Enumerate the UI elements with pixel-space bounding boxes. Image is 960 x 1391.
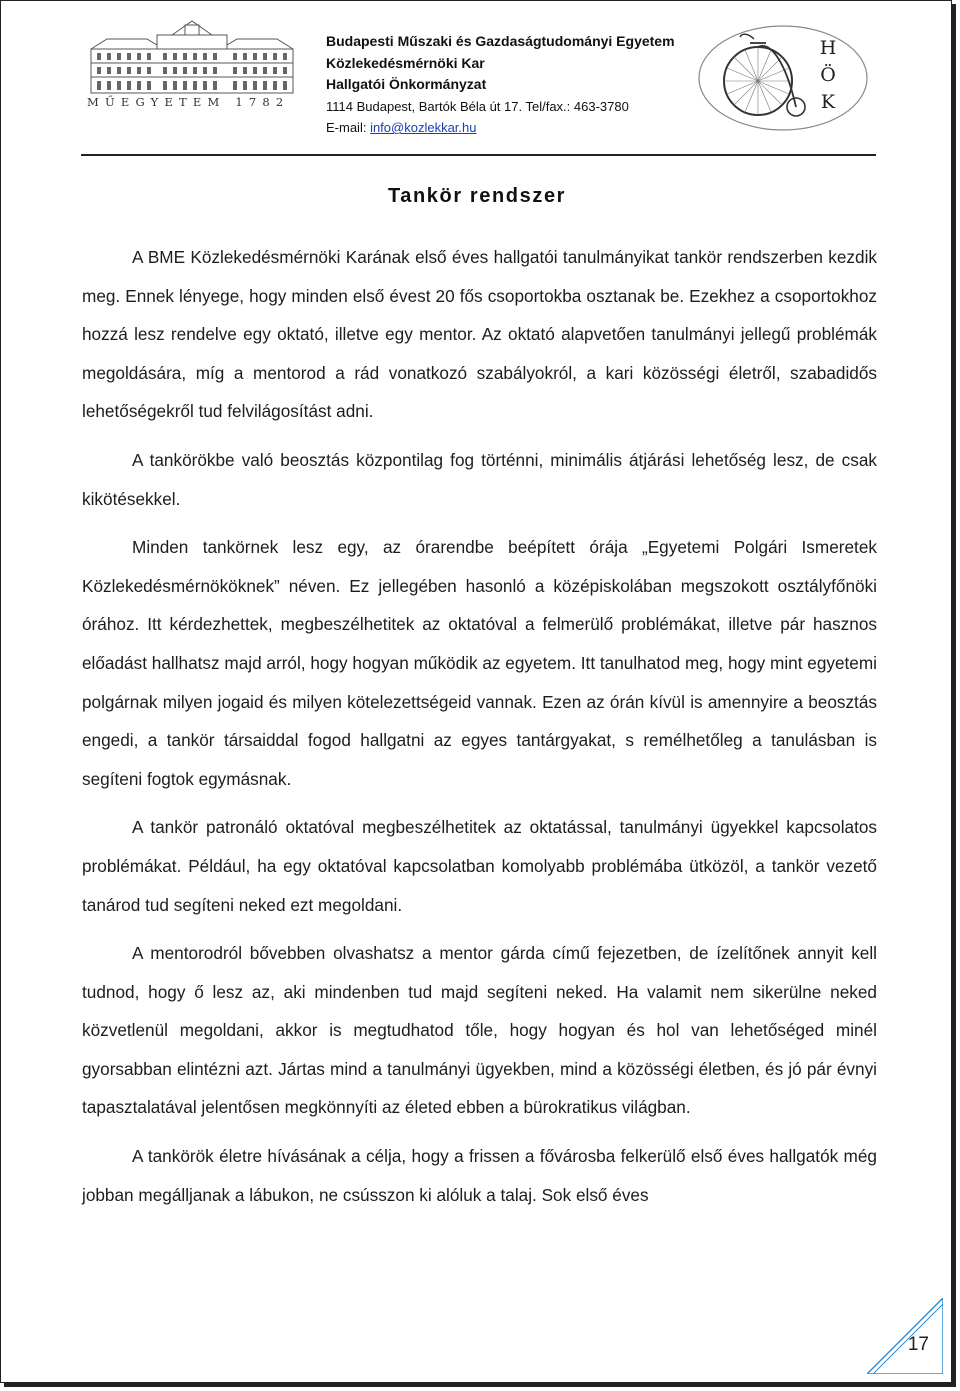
faculty-name: Közlekedésmérnöki Kar: [326, 54, 485, 71]
hok-letter-o: Ö: [820, 64, 836, 86]
paragraph-6: A tankörök életre hívásának a célja, hogy a frissen a fővárosba felkerülő első éves hallgatók még jobban megálljanak a lábukon, ne csússzon ki alóluk a talaj. Sok első éves: [82, 1146, 877, 1205]
university-name: Budapesti Műszaki és Gazdaságtudományi Egyetem: [326, 33, 675, 49]
paragraph-4: A tankör patronáló oktatóval megbeszélhetitek az oktatással, tanulmányi ügyekkel kapcsolatos problémákat. Például, ha egy oktatóval kapcsolatban komolyabb problémába ütközöl, a tankör vezető tanárod tud segíteni neked ezt megoldani.: [82, 817, 877, 915]
union-name: Hallgatói Önkormányzat: [326, 76, 487, 92]
page-corner-decoration: [867, 1298, 943, 1374]
email-line: [326, 117, 716, 139]
hok-letters: [816, 35, 840, 116]
paragraph-2: A tankörökbe való beosztás központilag fog történni, minimális átjárási lehetőség lesz, de csak kikötésekkel.: [82, 449, 877, 509]
paragraph-5: A mentorodról bővebben olvashatsz a mentor gárda című fejezetben, de ízelítőnek annyit kell tudnod, hogy ő lesz az, aki mindenben tud majd segíteni neked. Ha valamit nem sikerülne neked közvetlenül megoldani, akkor is megtudhatod tőle, hogy hogyan és hol van lehetőséged minél gyorsabban elintézni azt. Jártas mind a tanulmányi ügyekben, mind a közösségi életben, és jó pár évnyi tapasztalatával jelentősen megkönnyíti az életed ebben a bürokratikus világban.: [82, 943, 877, 1118]
header-divider: [81, 154, 876, 156]
hok-letter-k: K: [820, 91, 836, 113]
paragraph-1: A BME Közlekedésmérnöki Karának első éves hallgatói tanulmányikat tankör rendszerben kezdik meg. Ennek lényege, hogy minden első évest 20 fős csoportokba osztanak be. Ezekhez a csoportokhoz hozzá lesz rendelve egy oktató, illetve egy mentor. Az oktató alapvetően tanulmányi jellegű problémák megoldására, míg a mentorod a rád vonatkozó szabályokról, a kari közösségi életről, szabadidős lehetőségekről tud felvilágosítást adni.: [82, 247, 877, 422]
penny-farthing-icon: [696, 23, 871, 133]
address-line: 1114 Budapest, Bartók Béla út 17. Tel/fax.: 463-3780: [326, 98, 629, 114]
page-title: Tankör rendszer: [387, 185, 567, 207]
email-link[interactable]: info@kozlekkar.hu: [370, 120, 477, 135]
hok-letter-h: H: [819, 37, 837, 59]
hok-logo: [696, 23, 871, 133]
university-building-icon: [87, 19, 297, 97]
page-number: 17: [907, 1334, 929, 1355]
body-text: [82, 238, 877, 1224]
logo-caption: MŰEGYETEM 1782: [87, 95, 290, 109]
paragraph-3: Minden tankörnek lesz egy, az órarendbe beépített órája „Egyetemi Polgári Ismeretek Közlekedésmérnököknek” néven. Ez jellegében hasonló a középiskolában megszokott osztályfőnöki órához. Itt kérdezhettek, megbeszélhetitek az oktatóval a felmerülő problémákat, illetve pár hasznos előadást hallhatsz majd arról, hogy hogyan működik az egyetem. Itt tanulhatod meg, hogy mint egyetemi polgárnak milyen jogaid és milyen kötelezettségeid vannak. Ezen az órán kívül is amennyire a beosztás engedi, a tankör társaiddal fogod hallgatni az egyes tantárgyakat, s remélhetőleg a tanulásban is segíteni fogtok egymásnak.: [82, 537, 877, 789]
header-info: [326, 31, 716, 139]
email-label: E-mail:: [326, 120, 371, 135]
